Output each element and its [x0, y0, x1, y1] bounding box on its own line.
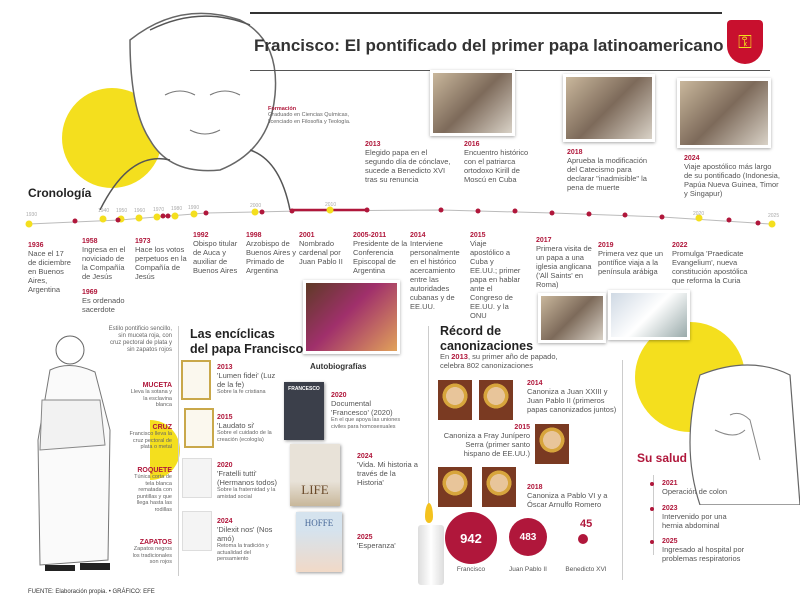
item-desc: Sobre el cuidado de la creación (ecología) [217, 430, 272, 443]
event-text: Aprueba la modificación del Catecismo para declarar "inadmisible" la pena de muerte [567, 156, 648, 192]
event-text: Presidente de la Conferencia Episcopal de Argentina [353, 239, 408, 275]
event-year: 1969 [82, 289, 98, 296]
heading-line: Las encíclicas [190, 327, 275, 341]
timeline-event [672, 242, 748, 285]
timeline-tick-dot [136, 215, 143, 222]
event-year: 2017 [536, 237, 552, 244]
event-text: Promulga 'Praedicate Evangelium', nueva constitución apostólica que reforma la Curia [672, 249, 748, 285]
event-text: Ingresa en el noviciado de la Compañía de Jesús [82, 245, 126, 281]
item-year: 2021 [662, 480, 678, 487]
intro-text: En [440, 352, 452, 361]
item-year: 2015 [514, 424, 530, 431]
timeline-event-dot [73, 219, 78, 224]
health-item [650, 480, 740, 496]
canonization-item [438, 424, 530, 458]
vestment-part [128, 424, 172, 451]
candle [418, 525, 444, 585]
event-text: Primera vez que un pontífice viaja a la península arábiga [598, 249, 664, 276]
canonizaciones-intro [440, 352, 580, 370]
event-year: 1973 [135, 238, 151, 245]
part-text: Túnica corta de tela blanca rematada con puntillas y que llega hasta las rodillas [134, 474, 172, 513]
item-year: 2020 [217, 462, 233, 469]
encyclical-item [217, 414, 279, 443]
item-text: Ingresado al hospital por problemas respiratorios [662, 545, 745, 563]
timeline-event [246, 232, 298, 275]
item-text: Intervenido por una hernia abdominal [662, 512, 727, 530]
item-title: 'Esperanza' [357, 541, 396, 550]
saint-portrait [438, 467, 472, 507]
encyclical-cover [181, 360, 211, 400]
event-year: 2016 [464, 141, 480, 148]
total-circle-francisco: 942 [445, 512, 497, 564]
timeline-event-dot [116, 218, 121, 223]
vestment-part [128, 467, 172, 513]
page-title: Francisco: El pontificado del primer papa latinoamericano [254, 36, 724, 55]
timeline-event-dot [260, 210, 265, 215]
total-label: Juan Pablo II [509, 566, 547, 573]
timeline-event [299, 232, 349, 266]
autobiography-item [357, 453, 419, 487]
timeline-event [410, 232, 462, 311]
divider [622, 360, 623, 580]
timeline-event-dot [290, 209, 295, 214]
book-cover: FRANCESCO [284, 382, 324, 440]
timeline-tick-dot [26, 221, 33, 228]
timeline-event-dot [623, 213, 628, 218]
encyclical-item [217, 364, 279, 396]
event-year: 2014 [410, 232, 426, 239]
timeline-tick-dot [172, 213, 179, 220]
timeline-event [135, 238, 187, 281]
event-year: 2001 [299, 232, 315, 239]
total-circle-benedicto-xvi [578, 534, 588, 544]
event-year: 1936 [28, 242, 44, 249]
intro-year: 2013 [451, 352, 468, 361]
timeline-event [470, 232, 522, 320]
intro-text: , su primer año de papado, celebra 802 canonizaciones [440, 352, 558, 370]
event-text: Es ordenado sacerdote [82, 296, 125, 314]
canonization-item [527, 484, 617, 509]
timeline-event [82, 289, 130, 314]
saint-portrait [438, 380, 472, 420]
heading-line: Récord de [440, 324, 502, 338]
timeline-event [567, 149, 649, 192]
part-text: Zapatos negros los tradicionales son rojos [132, 546, 172, 565]
item-year: 2018 [527, 484, 543, 491]
cronologia-heading: Cronología [28, 186, 92, 200]
tick: 2010 [325, 202, 337, 208]
photo-2019 [608, 290, 690, 340]
bullet-icon [650, 507, 654, 511]
event-year: 1998 [246, 232, 262, 239]
bullet-icon [650, 540, 654, 544]
event-year: 2022 [672, 242, 688, 249]
total-circle-juan-pablo-ii: 483 [509, 518, 547, 556]
heading-line: del papa Francisco [190, 342, 304, 356]
encyclical-cover [184, 408, 214, 448]
item-title: 'Lumen fidei' (Luz de la fe) [217, 371, 276, 389]
timeline-event-dot [587, 212, 592, 217]
timeline-event [598, 242, 666, 276]
autobiografias-heading: Autobiografías [310, 362, 367, 371]
timeline-event [464, 141, 534, 184]
item-year: 2014 [527, 380, 543, 387]
bullet-icon [650, 482, 654, 486]
saint-portrait [535, 424, 569, 464]
encyclical-cover [182, 458, 212, 498]
tick: 2020 [693, 211, 705, 217]
part-name: MUCETA [142, 382, 172, 389]
timeline-event-dot [439, 208, 444, 213]
timeline-event-dot [727, 218, 732, 223]
item-year: 2023 [662, 505, 678, 512]
vestimenta-intro: Estilo pontificio sencillo, sin muceta roja, con cruz pectoral de plata y sin zapatos rojos [108, 326, 172, 353]
item-year: 2025 [662, 538, 678, 545]
timeline-event-dot [166, 214, 171, 219]
event-text: Encuentro histórico con el patriarca ortodoxo Kirill de Moscú en Cuba [464, 148, 529, 184]
item-desc: Sobre la fraternidad y la amistad social [217, 487, 276, 500]
timeline-event-dot [476, 209, 481, 214]
item-year: 2013 [217, 364, 233, 371]
item-title: 'Fratelli tutti' (Hermanos todos) [217, 469, 278, 487]
tick: 1930 [26, 212, 38, 218]
item-year: 2024 [217, 518, 233, 525]
tick: 1950 [116, 208, 128, 214]
event-text: Primera visita de un papa a una iglesia anglicana ('All Saints' en Roma) [536, 244, 592, 289]
divider [428, 326, 429, 506]
photo-2017 [538, 293, 606, 343]
timeline-event-dot [756, 221, 761, 226]
pope-full-body-sketch [20, 330, 130, 580]
saint-portrait [479, 380, 513, 420]
tick: 1940 [98, 208, 110, 214]
event-text: Elegido papa en el segundo día de cónclave, sucede a Benedicto XVI tras su renuncia [365, 148, 451, 184]
total-value-benedicto-xvi: 45 [580, 518, 593, 530]
event-year: 2015 [470, 232, 486, 239]
event-text: Nace el 17 de diciembre en Buenos Aires, Argentina [28, 249, 71, 294]
event-year: 2024 [684, 155, 700, 162]
event-year: 2005-2011 [353, 232, 387, 239]
item-desc: Retoma la tradición y actualidad del pensamiento [217, 543, 269, 562]
tick: 2000 [250, 203, 262, 209]
event-year: 2018 [567, 149, 583, 156]
timeline-tick-dot [154, 214, 161, 221]
footer-source: FUENTE: Elaboración propia. • GRÁFICO: EFE [28, 589, 155, 595]
autobiography-item [357, 534, 419, 550]
timeline-event-dot [204, 211, 209, 216]
item-text: Operación de colon [662, 487, 728, 496]
timeline-event-dot [550, 211, 555, 216]
item-title: 'Laudato si' [217, 421, 255, 430]
event-text: Interviene personalmente en el histórico acercamiento entre las autoridades cubanas y de EE.UU. [410, 239, 460, 311]
event-year: 1958 [82, 238, 98, 245]
item-text: Canoniza a Juan XXIII y Juan Pablo II (primeros papas canonizados juntos) [527, 387, 617, 414]
book-cover: HOFFE [296, 512, 342, 572]
event-text: Arzobispo de Buenos Aires y Primado de Argentina [246, 239, 297, 275]
timeline-event-dot [513, 209, 518, 214]
saint-portrait [482, 467, 516, 507]
divider [178, 326, 179, 576]
photo-2005-cardinal [303, 280, 400, 354]
timeline-event [353, 232, 409, 275]
event-text: Viaje apostólico más largo de su pontificado (Indonesia, Papúa Nueva Guinea, Timor y Singapur) [684, 162, 780, 198]
timeline-tick-dot [769, 221, 776, 228]
canonizaciones-heading [440, 324, 533, 354]
event-year: 2013 [365, 141, 381, 148]
item-text: Canoniza a Fray Junípero Serra (primer santo hispano de EE.UU.) [443, 431, 530, 458]
item-year: 2020 [331, 392, 347, 399]
vestment-part [128, 382, 172, 409]
timeline-event [193, 232, 243, 275]
tick: 2025 [768, 213, 780, 219]
part-text: Lleva la sotana y la esclavina blanca [130, 389, 172, 408]
timeline-event [684, 155, 780, 198]
book-cover: LIFE [290, 444, 340, 506]
timeline-tick-dot [100, 216, 107, 223]
vestment-part [128, 539, 172, 566]
formacion-label: Formación [268, 106, 297, 112]
timeline-event-dot [660, 215, 665, 220]
item-desc: Sobre la fe cristiana [217, 389, 266, 395]
encyclical-item [217, 462, 287, 500]
timeline-event [536, 237, 594, 289]
event-year: 1992 [193, 232, 209, 239]
canonization-item [527, 380, 617, 414]
vatican-coat-of-arms-icon: ⚿ [727, 20, 763, 64]
event-year: 2019 [598, 242, 614, 249]
candle-flame [425, 503, 433, 523]
event-text: Nombrado cardenal por Juan Pablo II [299, 239, 343, 266]
health-item [650, 538, 750, 563]
event-text: Viaje apostólico a Cuba y EE.UU.; primer papa en hablar ante el Congreso de EE.UU. y la ONU [470, 239, 521, 320]
timeline-event [28, 242, 73, 294]
timeline-event-dot [365, 208, 370, 213]
item-year: 2024 [357, 453, 373, 460]
event-text: Obispo titular de Auca y auxiliar de Buenos Aires [193, 239, 238, 275]
tick: 1970 [153, 207, 165, 213]
item-year: 2025 [357, 534, 373, 541]
timeline-event-dot [161, 214, 166, 219]
health-item [650, 505, 740, 530]
item-text: Canoniza a Pablo VI y a Óscar Arnulfo Romero [527, 491, 608, 509]
timeline-event [365, 141, 455, 184]
enciclicas-heading [190, 327, 303, 357]
encyclical-cover [182, 511, 212, 551]
item-year: 2015 [217, 414, 233, 421]
timeline-tick-dot [252, 209, 259, 216]
tick: 1960 [134, 208, 146, 214]
tick: 1980 [171, 206, 183, 212]
timeline-event [82, 238, 130, 281]
part-text: Francisco lleva la cruz pectoral de plata o metal [129, 431, 172, 450]
item-title: 'Dilexit nos' (Nos amó) [217, 525, 273, 543]
encyclical-item [217, 518, 279, 563]
total-label: Francisco [456, 566, 486, 573]
item-title: Documental 'Francesco' (2020) [331, 399, 393, 417]
total-label: Benedicto XVI [565, 566, 607, 573]
heading-line: canonizaciones [440, 339, 534, 353]
part-name: CRUZ [152, 424, 172, 431]
salud-heading: Su salud [637, 451, 688, 465]
autobiography-item [331, 392, 409, 430]
formacion-text: Graduado en Ciencias Químicas, licenciado en Filosofía y Teología. [268, 112, 351, 125]
part-name: ZAPATOS [139, 539, 172, 546]
tick: 1990 [188, 205, 200, 211]
item-desc: En el que apoya las uniones civiles para homosexuales [331, 417, 401, 430]
timeline-tick-dot [191, 211, 198, 218]
part-name: ROQUETE [137, 467, 172, 474]
event-text: Hace los votos perpetuos en la Compañía de Jesús [135, 245, 187, 281]
item-title: 'Vida. Mi historia a través de la Historia' [357, 460, 418, 487]
